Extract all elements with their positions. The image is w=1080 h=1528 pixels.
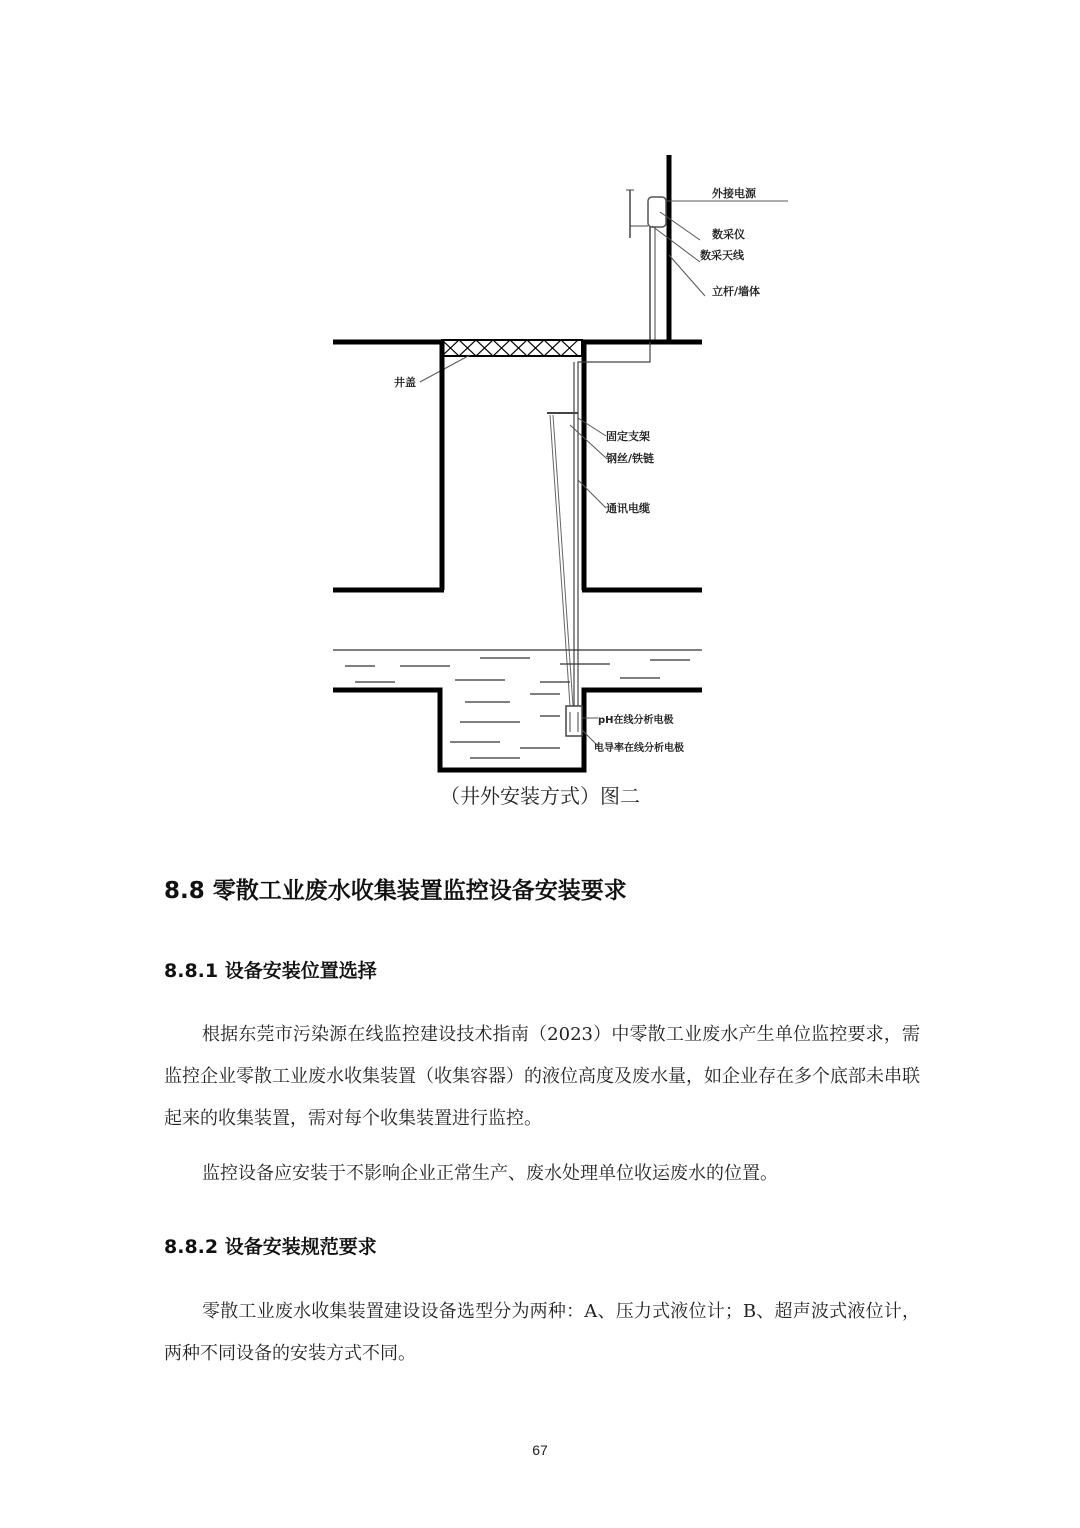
figure-caption: （井外安装方式）图二 [440, 784, 640, 808]
label-power: 外接电源 [712, 187, 756, 200]
label-cover: 井盖 [394, 376, 416, 389]
label-cable: 通讯电缆 [606, 502, 650, 515]
section-title: 8.8 零散工业废水收集装置监控设备安装要求 [164, 878, 627, 904]
label-collector: 数采仪 [712, 228, 745, 241]
steel-wire [550, 415, 570, 706]
collector-box [648, 197, 666, 227]
paragraph-location-1: 根据东莞市污染源在线监控建设技术指南（2023）中零散工业废水产生单位监控要求，需监控企业零散工业废水收集装置（收集容器）的液位高度及废水量，如企业存在多个底部未串联起来的收集装置，需对每个收集装置进行监控。 [164, 1024, 920, 1129]
page-number: 67 [532, 1442, 548, 1458]
paragraph-location-2: 监控设备应安装于不影响企业正常生产、废水处理单位收运废水的位置。 [202, 1163, 778, 1184]
label-antenna: 数采天线 [700, 249, 744, 262]
label-ph-electrode: pH在线分析电极 [598, 715, 674, 726]
subsection-title-1: 8.8.1 设备安装位置选择 [164, 960, 377, 982]
electrode-housing [566, 706, 582, 736]
label-bracket: 固定支架 [606, 430, 650, 443]
subsection-title-2: 8.8.2 设备安装规范要求 [164, 1236, 377, 1258]
label-pole: 立杆/墙体 [712, 285, 761, 298]
water-surface [333, 650, 702, 758]
label-wire: 钢丝/铁链 [606, 452, 655, 465]
label-conductivity-electrode: 电导率在线分析电极 [594, 743, 684, 754]
paragraph-spec-1: 零散工业废水收集装置建设设备选型分为两种：A、压力式液位计；B、超声波式液位计，两种不同设备的安装方式不同。 [164, 1301, 920, 1364]
